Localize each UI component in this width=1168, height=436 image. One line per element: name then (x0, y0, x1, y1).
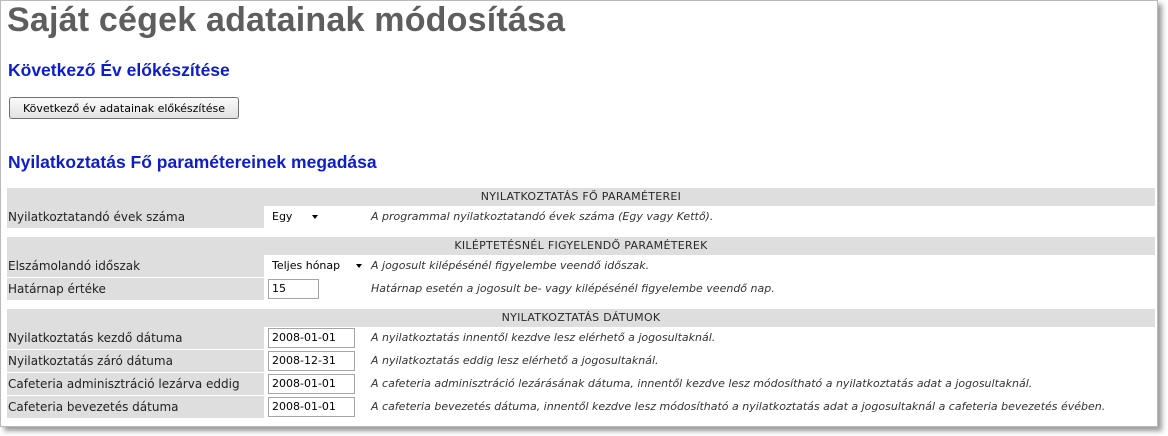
end-date-desc: A nyilatkoztatás eddig lesz elérhető a jogosultaknál. (371, 354, 659, 367)
period-row (7, 255, 1155, 278)
end-date-label: Nyilatkoztatás záró dátuma (7, 350, 264, 372)
exit-params-header: KILÉPTETÉSNÉL FIGYELENDŐ PARAMÉTEREK (7, 237, 1155, 255)
period-label: Elszámolandó időszak (7, 255, 264, 277)
main-params-header: NYILATKOZTATÁS FŐ PARAMÉTEREI (7, 188, 1155, 206)
admin-locked-label: Cafeteria adminisztráció lezárva eddig (7, 373, 264, 395)
admin-locked-input[interactable]: 2008-01-01 (268, 374, 355, 394)
intro-date-desc: A cafeteria bevezetés dátuma, innentől kezdve lesz módosítható a nyilatkoztatás adat a jogosultaknál a cafeteria bevezetés évében. (371, 400, 1106, 413)
deadline-input[interactable]: 15 (268, 279, 319, 299)
page-title: Saját cégek adatainak módosítása (7, 1, 566, 39)
years-count-select[interactable] (268, 207, 324, 227)
prepare-next-year-button[interactable]: Következő év adatainak előkészítése (9, 97, 239, 119)
admin-locked-desc: A cafeteria adminisztráció lezárásának dátuma, innentől kezdve lesz módosítható a nyilatkoztatás adat a jogosultaknál. (371, 377, 1033, 390)
period-value: Teljes hónap (272, 259, 341, 272)
admin-locked-row (7, 373, 1155, 396)
deadline-desc: Határnap esetén a jogosult be- vagy kilépésénél figyelembe veendő nap. (371, 282, 775, 295)
intro-date-input[interactable]: 2008-01-01 (268, 397, 355, 417)
years-count-desc: A programmal nyilatkoztatandó évek száma (Egy vagy Kettő). (371, 210, 714, 223)
end-date-input[interactable]: 2008-12-31 (268, 351, 355, 371)
period-desc: A jogosult kilépésénél figyelembe veendő időszak. (371, 259, 650, 272)
intro-date-row (7, 396, 1155, 419)
deadline-label: Határnap értéke (7, 278, 264, 300)
years-count-row (7, 206, 1155, 229)
intro-date-label: Cafeteria bevezetés dátuma (7, 396, 264, 418)
next-year-heading: Következő Év előkészítése (8, 60, 230, 80)
deadline-row (7, 278, 1155, 301)
years-count-value: Egy (272, 210, 293, 223)
start-date-input[interactable]: 2008-01-01 (268, 328, 355, 348)
start-date-desc: A nyilatkoztatás innentől kezdve lesz elérhető a jogosultaknál. (371, 331, 716, 344)
years-count-label: Nyilatkoztatandó évek száma (7, 206, 264, 228)
declaration-params-heading: Nyilatkoztatás Fő paramétereinek megadása (8, 152, 377, 172)
period-select[interactable] (268, 256, 368, 276)
chevron-down-icon (356, 264, 362, 268)
start-date-label: Nyilatkoztatás kezdő dátuma (7, 327, 264, 349)
start-date-row (7, 327, 1155, 350)
chevron-down-icon (312, 215, 318, 219)
end-date-row (7, 350, 1155, 373)
params-form (7, 188, 1155, 419)
dates-header: NYILATKOZTATÁS DÁTUMOK (7, 309, 1155, 327)
